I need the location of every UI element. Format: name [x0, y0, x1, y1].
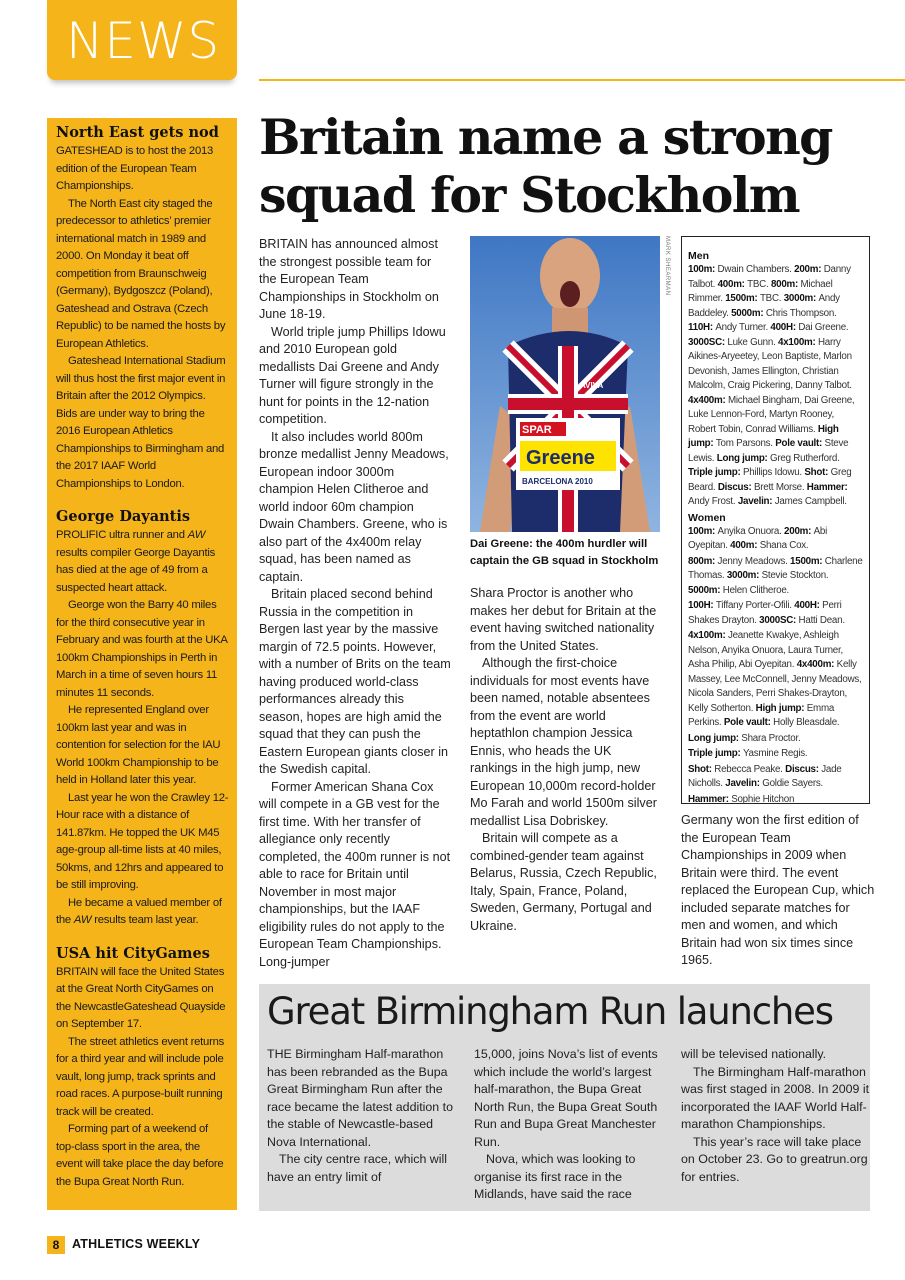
squad-men-list: [688, 263, 863, 510]
squad-event-label: Shot:: [688, 763, 715, 775]
squad-event-label: 200m:: [784, 525, 814, 537]
squad-athletes: Helen Clitheroe.: [722, 584, 789, 596]
article-paragraph: Britain placed second behind Russia in the competition in Bergen last year by the massive margin of 72.5 points. However, with a number of Brits on the team having produced world-class performances already this season, hopes are high amid the squad that they can push the Eastern European giants closer in the Swedish capital.: [259, 587, 451, 776]
photo-caption: Dai Greene: the 400m hurdler will captain the GB squad in Stockholm: [470, 538, 659, 567]
squad-athletes: Luke Gunn.: [727, 336, 779, 348]
squad-men-heading: Men: [688, 250, 709, 262]
sidebar-paragraph: Forming part of a weekend of top-class sport in the area, the event will take place the day before the Bupa Great North Run.: [56, 1123, 224, 1188]
squad-athletes: Chris Thompson.: [765, 307, 837, 319]
article-paragraph: Britain will compete as a combined-gender team against Belarus, Russia, Czech Republic, Italy, Spain, France, Poland, Sweden, Germany, Portugal and Ukraine.: [470, 831, 657, 933]
squad-athletes: Tom Parsons.: [715, 438, 776, 449]
squad-athletes: Abi Oyepitan.: [688, 525, 828, 551]
squad-event-label: 100m:: [688, 264, 718, 275]
squad-event-label: Pole vault:: [775, 438, 825, 449]
squad-event-label: 3000SC:: [688, 336, 728, 348]
squad-event-label: 3000m:: [726, 570, 762, 581]
birmingham-paragraph: Nova, which was looking to organise its first race in the Midlands, have said the race: [474, 1152, 636, 1201]
squad-athletes: Rebecca Peake.: [714, 763, 786, 775]
squad-athletes: Andy Baddeley.: [688, 293, 840, 319]
sidebar-paragraph: PROLIFIC ultra runner and AW results compiler George Dayantis has died at the age of 49 from a suspected heart attack.: [56, 529, 216, 594]
squad-event-label: Discus:: [785, 763, 822, 775]
squad-event-label: 3000m:: [783, 293, 819, 304]
header-rule: [259, 79, 905, 81]
sidebar-paragraph: GATESHEAD is to host the 2013 edition of the European Team Championships.: [56, 145, 214, 192]
squad-athletes: Goldie Sayers.: [762, 778, 823, 789]
sidebar-story-dayantis: [56, 508, 229, 930]
squad-athletes: Charlene Thomas.: [688, 555, 863, 581]
bib-event: BARCELONA 2010: [522, 477, 593, 486]
page-number: 8: [47, 1236, 65, 1254]
squad-event-label: 1500m:: [725, 293, 760, 304]
squad-athletes: Anyika Onuora.: [717, 525, 785, 537]
sidebar-paragraph: He became a valued member of the AW results team last year.: [56, 896, 222, 926]
article-column-3: [681, 812, 876, 970]
squad-athletes: Perri Shakes Drayton.: [688, 600, 842, 626]
sidebar-paragraph: The street athletics event returns for a third year and will include pole vault, long jump, track sprints and road races. A purpose-built running track will be created.: [56, 1035, 225, 1118]
squad-event-label: 100H:: [688, 600, 716, 611]
squad-event-label: 4x100m:: [688, 630, 728, 641]
vest-sponsor: AVIVA: [580, 381, 604, 390]
article-headline: Britain name a strong squad for Stockholm: [259, 108, 832, 224]
squad-athletes: Shana Cox.: [759, 540, 809, 551]
squad-event-label: Javelin:: [725, 778, 763, 789]
squad-women-heading: Women: [688, 511, 726, 524]
squad-athletes: Shara Proctor.: [741, 732, 801, 744]
birmingham-story-box: [259, 984, 870, 1211]
squad-event-label: 400H:: [770, 322, 799, 333]
squad-athletes: Michael Bingham, Dai Greene, Luke Lennon-Ford, Martyn Rooney, Robert Tobin, Conrad Williams.: [688, 394, 855, 435]
squad-event-label: Shot:: [804, 467, 831, 478]
squad-event-label: 400m:: [730, 540, 760, 551]
squad-athletes: Jenny Meadows.: [717, 555, 791, 567]
bib-name: Greene: [526, 447, 595, 469]
squad-event-label: 800m:: [770, 278, 801, 290]
sidebar-story-title: North East gets nod: [56, 124, 219, 141]
squad-women-line: [688, 555, 863, 599]
squad-athletes: Harry Aikines-Aryeetey, Leon Baptiste, Marlon Devonish, James Ellington, Christian Malcolm, Craig Pickering, Danny Talbot.: [688, 336, 852, 391]
squad-event-label: Triple jump:: [688, 748, 743, 759]
squad-athletes: Hatti Dean.: [798, 614, 845, 626]
bib-sponsor: SPAR: [522, 424, 552, 436]
squad-event-label: High jump:: [688, 423, 839, 449]
sidebar-paragraph: BRITAIN will face the United States at the Great North CityGames on the NewcastleGateshead Quayside on September 17.: [56, 965, 226, 1030]
squad-event-label: Hammer:: [688, 793, 732, 805]
athlete-photo: [470, 236, 660, 532]
news-sidebar: [47, 118, 237, 1210]
section-tab-label: NEWS: [66, 12, 221, 70]
squad-event-label: 5000m:: [731, 307, 766, 319]
squad-event-label: Pole vault:: [723, 717, 774, 728]
squad-athletes: Andy Frost.: [688, 496, 738, 507]
article-column-2: [470, 585, 662, 935]
squad-list-box: [681, 236, 870, 804]
squad-women-line: [688, 793, 863, 808]
squad-athletes: Andy Turner.: [715, 322, 771, 333]
squad-athletes: Michael Rimmer.: [688, 278, 833, 304]
squad-event-label: Discus:: [717, 481, 754, 493]
squad-athletes: Tiffany Porter-Ofili.: [715, 600, 795, 611]
squad-women-line: [688, 599, 863, 628]
article-paragraph: Former American Shana Cox will compete in a GB vest for the first time. With her transfer of allegiance only recently completed, the 400m runner is not able to race for Britain until November in most major championships, but the IAAF eligibility rules do not apply to the European Team Championships. Long-jumper: [259, 779, 451, 969]
squad-athletes: TBC.: [747, 278, 771, 290]
squad-event-label: 800m:: [688, 555, 718, 567]
squad-women-list: [688, 525, 863, 554]
sidebar-story-citygames: [56, 945, 229, 1192]
dai-greene-photo-illustration: [470, 236, 660, 532]
squad-women-line: [688, 763, 863, 792]
squad-event-label: 110H:: [688, 322, 716, 333]
article-paragraph: World triple jump Phillips Idowu and 2010 European gold medallists Dai Greene and Andy Turner will figure strongly in the hunt for points in the 12-nation competition.: [259, 324, 446, 426]
squad-athletes: Brett Morse.: [753, 481, 807, 493]
squad-athletes: Emma Perkins.: [688, 702, 835, 728]
squad-event-label: 4x100m:: [778, 336, 818, 348]
squad-athletes: Stevie Stockton.: [761, 570, 829, 581]
squad-athletes: Phillips Idowu.: [743, 467, 805, 478]
squad-event-label: 5000m:: [688, 584, 723, 596]
squad-athletes: Danny Talbot.: [688, 264, 851, 290]
squad-event-label: 400m:: [717, 278, 748, 290]
squad-event-label: 4x400m:: [688, 394, 728, 406]
magazine-name: ATHLETICS WEEKLY: [72, 1237, 201, 1251]
birmingham-column-3: [681, 1046, 871, 1186]
sidebar-story-title: USA hit CityGames: [56, 944, 210, 962]
squad-women-line: [688, 629, 863, 731]
squad-event-label: High jump:: [755, 702, 807, 714]
photo-credit: MARK SHEARMAN: [664, 236, 670, 296]
squad-athletes: Yasmine Regis.: [743, 748, 808, 759]
squad-athletes: Greg Beard.: [688, 467, 852, 493]
squad-event-label: Hammer:: [806, 481, 848, 493]
squad-event-label: Triple jump:: [688, 467, 743, 478]
squad-event-label: 3000SC:: [759, 614, 799, 626]
squad-athletes: Holly Bleasdale.: [773, 717, 840, 728]
squad-women-lines: [688, 555, 863, 808]
sidebar-paragraph: Gateshead International Stadium will thus host the first major event in Britain after the 2012 Olympics. Bids are under way to bring the 2016 European Athletics Championships to Birmingham and the 2017 IAAF World Championships to London.: [56, 355, 226, 490]
squad-event-label: 200m:: [794, 264, 824, 275]
squad-athletes: Jeanette Kwakye, Ashleigh Nelson, Anyika Onuora, Laura Turner, Asha Philip, Abi Oyepitan.: [688, 630, 843, 670]
sidebar-paragraph: Last year he won the Crawley 12-Hour race with a distance of 141.87km. He topped the UK M45 age-group all-time lists at 40 miles, 50kms, and 12hrs and appeared to be still improving.: [56, 791, 229, 891]
birmingham-paragraph: 15,000, joins Nova’s list of events which include the world’s largest half-marathon, the Bupa Great North Run, the Bupa Great South Run and Bupa Great Manchester Run.: [474, 1047, 658, 1149]
birmingham-paragraph: The city centre race, which will have an entry limit of: [267, 1152, 448, 1184]
birmingham-paragraph: THE Birmingham Half-marathon has been rebranded as the Bupa Great Birmingham Run after the race became the latest addition to the stable of Newcastle-based Nova International.: [267, 1047, 453, 1149]
squad-event-label: 1500m:: [790, 555, 825, 567]
article-paragraph: BRITAIN has announced almost the strongest possible team for the European Team Championships in Stockholm on June 18-19.: [259, 237, 439, 321]
article-column-1: [259, 236, 451, 971]
squad-athletes: James Campbell.: [774, 496, 847, 507]
squad-event-label: Long jump:: [688, 732, 742, 744]
sidebar-story-title: George Dayantis: [56, 508, 191, 525]
sidebar-paragraph: George won the Barry 40 miles for the third consecutive year in February and was fourth at the UKA 100km Championships in Perth in March in a time of seven hours 11 minutes 11 seconds.: [56, 599, 228, 699]
squad-event-label: 4x400m:: [796, 659, 837, 670]
birmingham-paragraph: will be televised nationally.: [681, 1047, 827, 1061]
squad-women-line: [688, 732, 863, 747]
birmingham-paragraph: The Birmingham Half-marathon was first staged in 2008. In 2009 it incorporated the IAAF World Half-marathon Championships.: [681, 1064, 870, 1131]
squad-athletes: Dwain Chambers.: [717, 264, 795, 275]
birmingham-paragraph: This year’s race will take place on October 23. Go to greatrun.org for entries.: [681, 1134, 868, 1184]
sidebar-paragraph: He represented England over 100km last year and was in contention for selection for the IAU World 100km Championship to be held in Holland later this year.: [56, 704, 221, 786]
squad-event-label: 400H:: [794, 600, 823, 611]
squad-women-line: [688, 747, 863, 762]
birmingham-column-1: [267, 1046, 457, 1186]
squad-athletes: TBC.: [759, 293, 784, 304]
sidebar-paragraph: The North East city staged the predecessor to athletics’ premier international match in 1989 and 2000. On Monday it beat off competition from Braunschweig (Germany), Bydgoszcz (Poland), Gateshead and Ostrava (Czech Republic) to be named the hosts by European Athletics.: [56, 197, 226, 350]
squad-athletes: Sophie Hitchon: [731, 793, 795, 805]
squad-athletes: Dai Greene.: [798, 322, 849, 333]
squad-event-label: 100m:: [688, 525, 718, 537]
article-paragraph: Shara Proctor is another who makes her debut for Britain at the event having switched nationality from the United States.: [470, 586, 657, 653]
squad-athletes: Greg Rutherford.: [770, 452, 840, 464]
article-paragraph: It also includes world 800m bronze medallist Jenny Meadows, European indoor 3000m champion Helen Clitheroe and world indoor 60m champion Dwain Chambers. Greene, who is also part of the 4x400m relay squad, has been named as captain.: [259, 429, 449, 584]
birmingham-column-2: [474, 1046, 664, 1204]
squad-event-label: Javelin:: [737, 496, 775, 507]
squad-event-label: Long jump:: [716, 452, 771, 464]
birmingham-headline: Great Birmingham Run launches: [267, 990, 833, 1033]
article-paragraph: Germany won the first edition of the European Team Championships in 2009 when Britain were third. The event replaced the European Cup, which included separate matches for men and women, and which Britain had won six times since 1965.: [681, 813, 875, 967]
section-tab: [47, 0, 237, 80]
squad-athletes: Kelly Massey, Lee McConnell, Jenny Meadows, Nicola Sanders, Perri Shakes-Drayton, Kelly Sotherton.: [688, 659, 862, 714]
sidebar-story-north-east: [56, 124, 229, 493]
squad-athletes: Steve Lewis.: [688, 438, 849, 464]
article-paragraph: Although the first-choice individuals for most events have been named, notable absentees from the event are world heptathlon champion Jessica Ennis, who heads the UK rankings in the high jump, new European 10,000m record-holder Mo Farah and world 1500m silver medallist Lisa Dobriskey.: [470, 656, 657, 828]
squad-athletes: Jade Nicholls.: [688, 763, 842, 789]
